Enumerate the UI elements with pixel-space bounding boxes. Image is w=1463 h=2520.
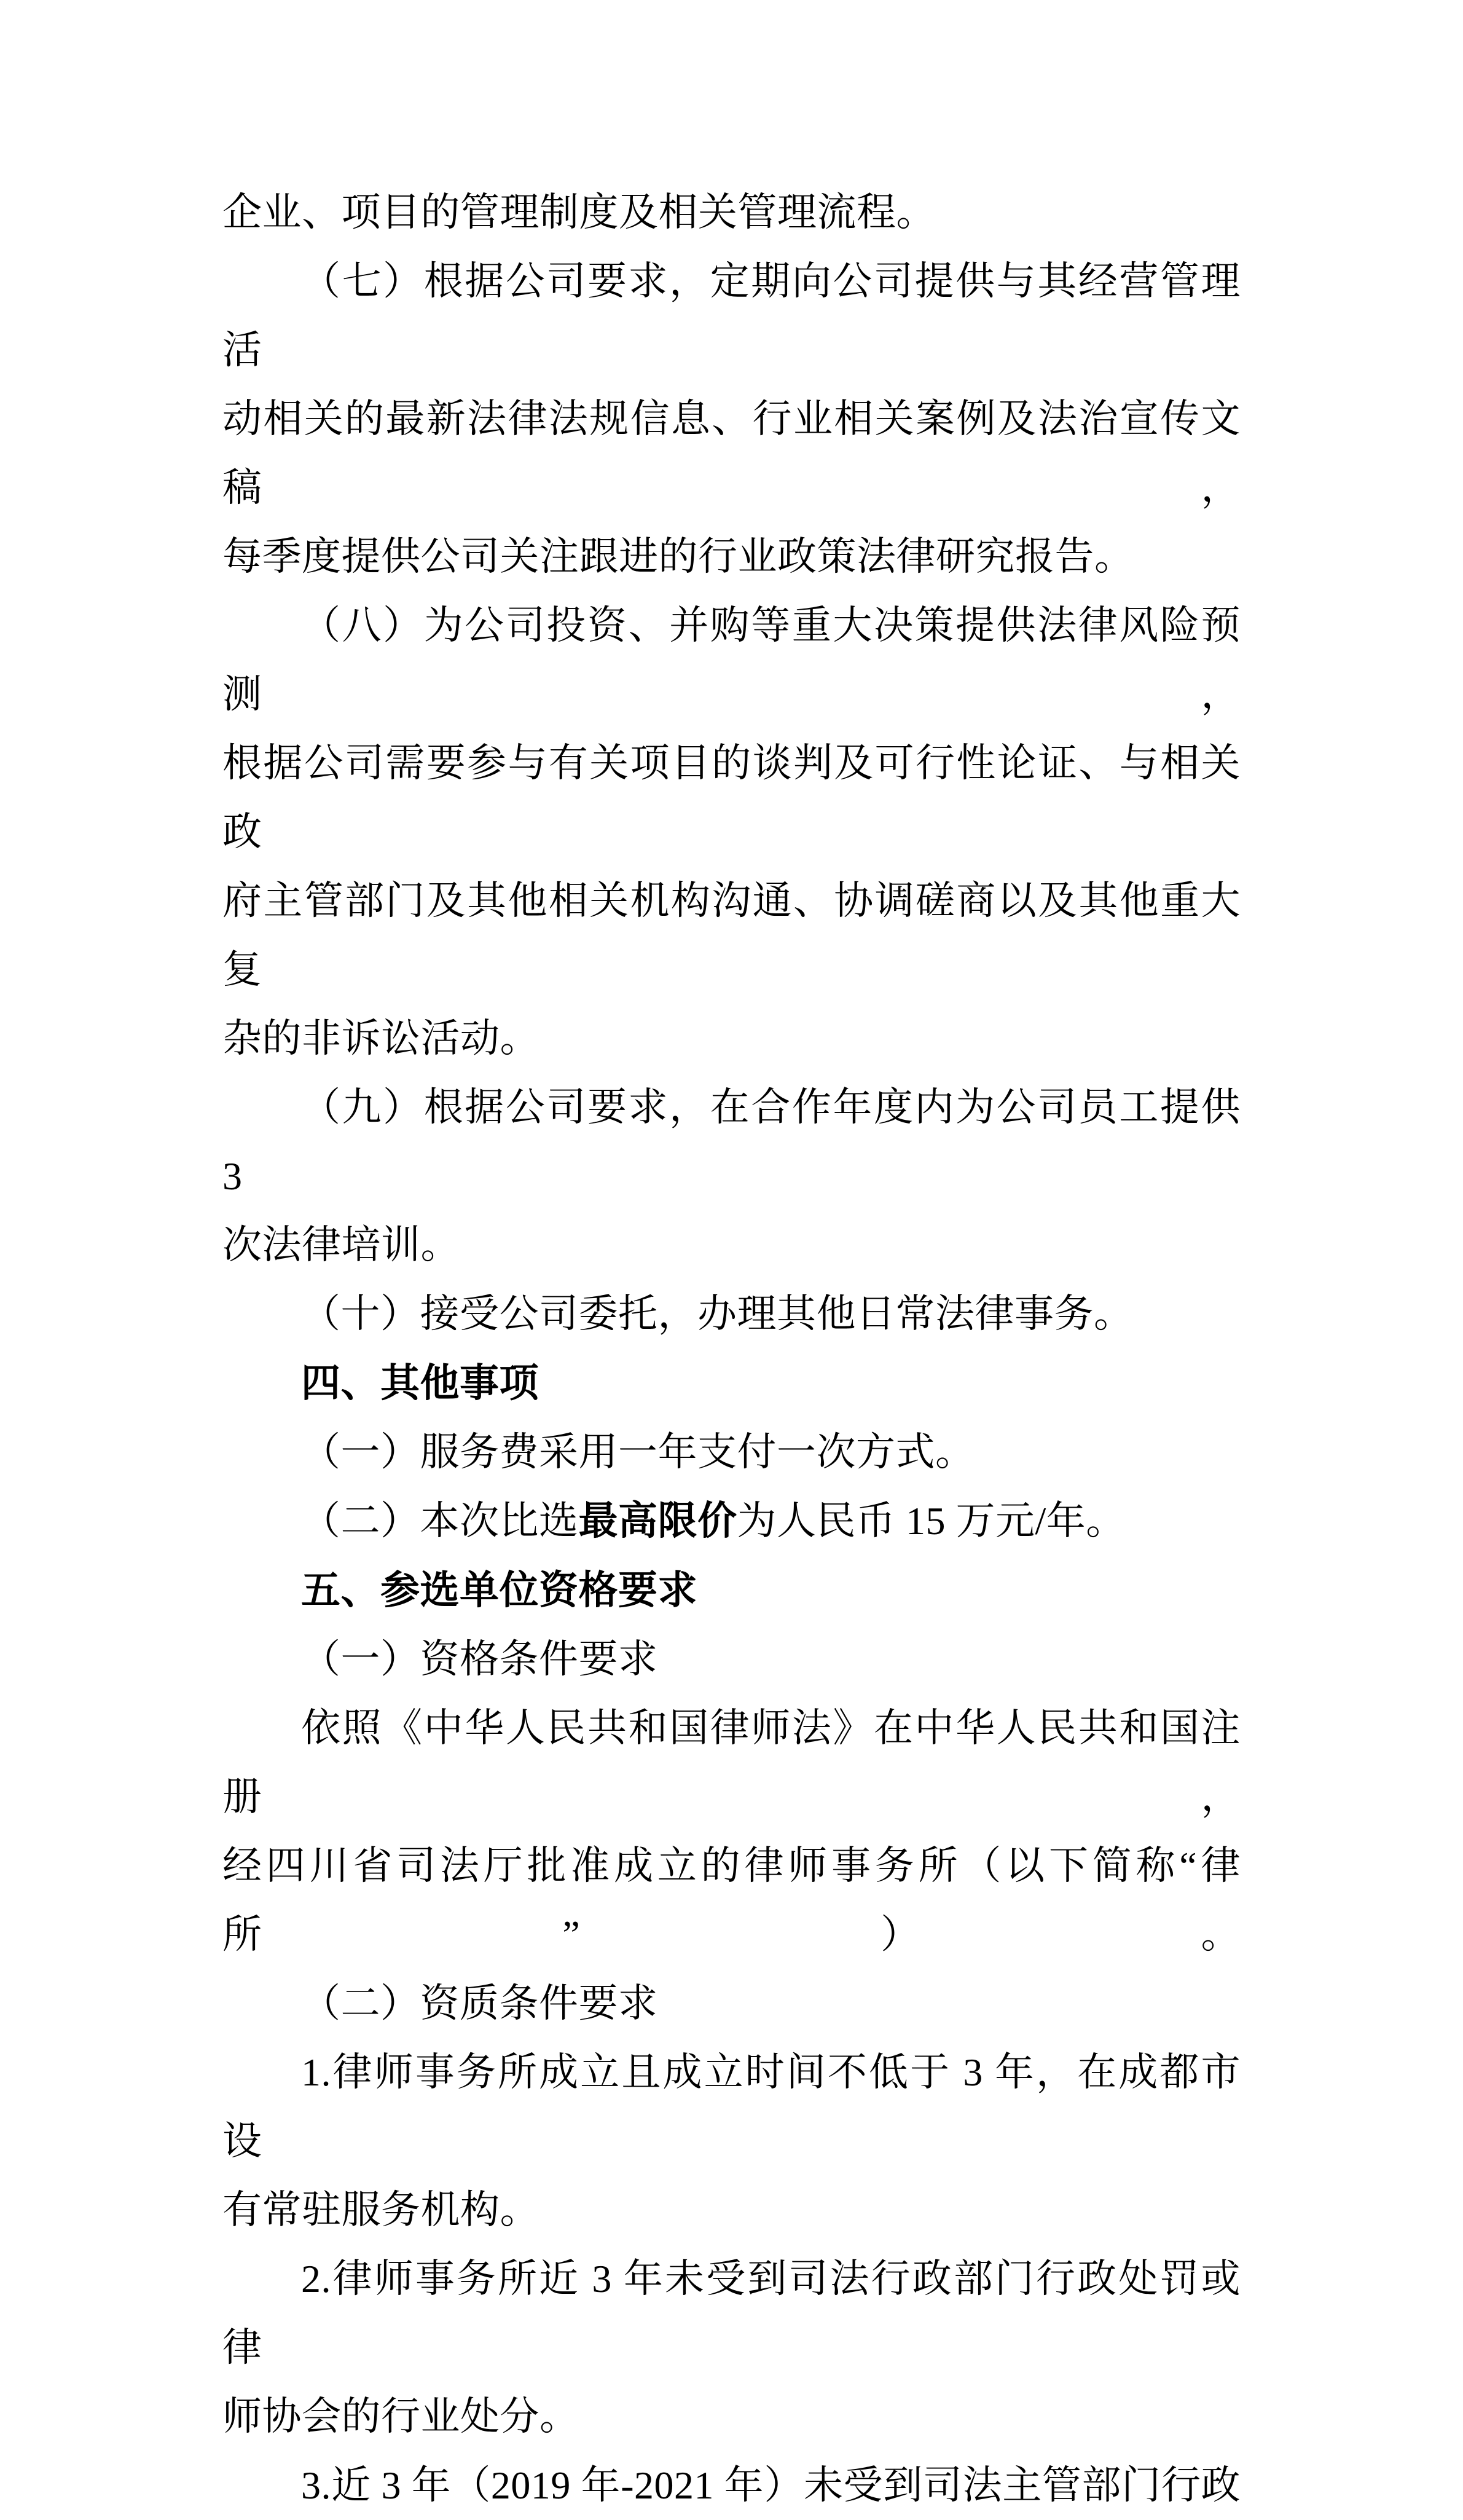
text-segment: （一）资格条件要求 xyxy=(301,1637,658,1681)
text-segment: （二）资质条件要求 xyxy=(301,1982,658,2025)
text-segment: （一）服务费采用一年支付一次方式。 xyxy=(301,1430,975,1474)
text-line xyxy=(222,2176,1241,2245)
text-segment: （二）本次比选 xyxy=(301,1499,579,1543)
text-line xyxy=(222,1969,1241,2038)
text-segment: 根据公司需要参与有关项目的谈判及可行性论证、与相关政 xyxy=(222,741,1241,854)
text-segment: （七）根据公司要求，定期向公司提供与其经营管理活 xyxy=(222,259,1241,372)
text-segment: 府主管部门及其他相关机构沟通、协调磋商以及其他重大复 xyxy=(222,879,1241,991)
text-segment: 动相关的最新法律法规信息、行业相关案例及法治宣传文稿， xyxy=(222,397,1241,510)
text-line xyxy=(222,1280,1241,1349)
text-segment: 最高限价 xyxy=(578,1499,737,1543)
text-line xyxy=(222,1004,1241,1073)
text-segment: 杂的非诉讼活动。 xyxy=(222,1017,539,1060)
text-line xyxy=(222,2038,1241,2176)
text-segment: 企业、项目的管理制度及相关管理流程。 xyxy=(222,191,936,234)
text-line xyxy=(222,867,1241,1004)
text-line xyxy=(222,2382,1241,2451)
text-segment: （十）接受公司委托，办理其他日常法律事务。 xyxy=(301,1292,1134,1336)
text-segment: 1.律师事务所成立且成立时间不低于 3 年，在成都市设 xyxy=(222,2050,1241,2163)
document-body xyxy=(222,178,1241,2520)
text-line xyxy=(222,1625,1241,1694)
text-line xyxy=(222,385,1241,522)
text-segment: 为人民币 15 万元/年。 xyxy=(737,1499,1126,1543)
text-segment: 依照《中华人民共和国律师法》在中华人民共和国注册， xyxy=(222,1706,1241,1819)
text-segment: 2.律师事务所近 3 年未受到司法行政部门行政处罚或律 xyxy=(222,2257,1241,2369)
text-segment: （九）根据公司要求，在合作年度内为公司员工提供 3 xyxy=(222,1085,1241,1198)
text-line xyxy=(222,1832,1241,1969)
text-line xyxy=(222,247,1241,385)
text-segment: 经四川省司法厅批准成立的律师事务所（以下简称“律所”）。 xyxy=(222,1844,1241,1956)
text-line xyxy=(222,178,1241,247)
text-line xyxy=(222,591,1241,729)
text-line xyxy=(222,1487,1241,1556)
text-segment: 次法律培训。 xyxy=(222,1223,460,1267)
text-line xyxy=(222,729,1241,867)
text-segment: 3.近 3 年（2019 年-2021 年）未受到司法主管部门行政 xyxy=(301,2463,1241,2507)
text-line xyxy=(222,1349,1241,1418)
text-segment: 四、其他事项 xyxy=(301,1361,539,1405)
text-line xyxy=(222,1211,1241,1280)
text-segment: 师协会的行业处分。 xyxy=(222,2395,579,2438)
text-line xyxy=(222,522,1241,591)
text-line xyxy=(222,1694,1241,1832)
text-line xyxy=(222,1418,1241,1487)
text-line xyxy=(222,1556,1241,1625)
text-segment: 有常驻服务机构。 xyxy=(222,2188,539,2232)
text-line xyxy=(222,2245,1241,2382)
text-segment: 每季度提供公司关注跟进的行业政策法律研究报告。 xyxy=(222,535,1134,578)
text-segment: （八）为公司投资、并购等重大决策提供法律风险预测， xyxy=(222,604,1241,716)
text-line xyxy=(222,1073,1241,1211)
text-line xyxy=(222,2451,1241,2520)
text-segment: 五、参选单位资格要求 xyxy=(301,1568,697,1612)
